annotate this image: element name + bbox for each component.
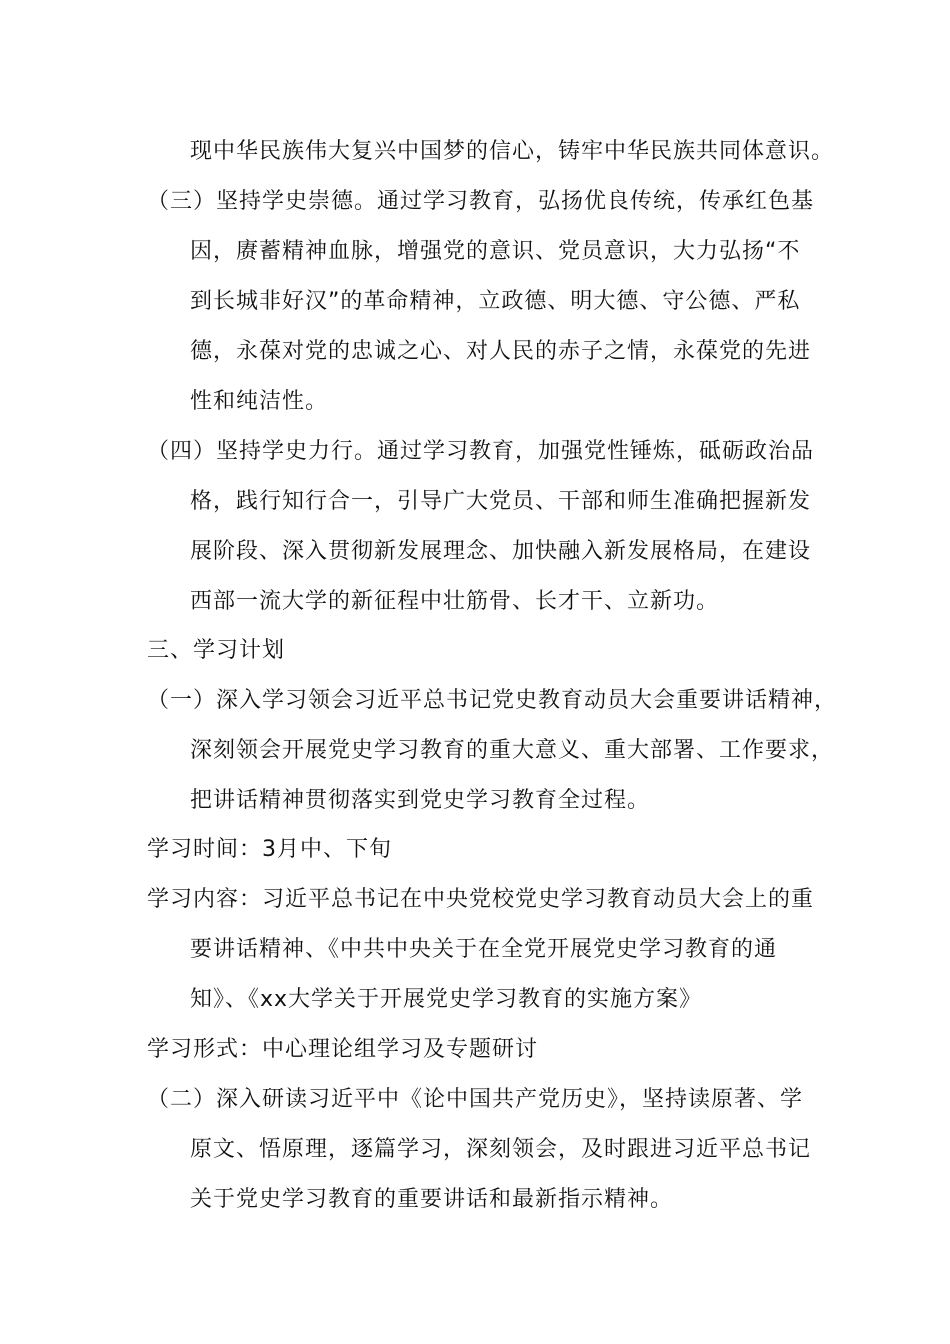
text-line: 因，赓蓄精神血脉，增强党的意识、党员意识，大力弘扬“不 [190,239,801,264]
paragraph-heading-4: （四）坚持学史力行。通过学习教育，加强党性锤炼，砥砺政治品 [147,439,815,464]
text-line: 性和纯洁性。 [190,389,329,414]
text-line: 把讲话精神贯彻落实到党史学习教育全过程。 [190,788,651,813]
text-line: 关于党史学习教育的重要讲话和最新指示精神。 [190,1187,674,1212]
paragraph-heading-2: （二）深入研读习近平中《论中国共产党历史》，坚持读原著、学 [147,1087,804,1112]
text-line: 知》、《xx大学关于开展党史学习教育的实施方案》 [190,987,703,1012]
study-format-line: 学习形式：中心理论组学习及专题研讨 [147,1037,539,1062]
text-line: 要讲话精神、《中共中央关于在全党开展党史学习教育的通 [190,937,778,962]
text-line: 格，践行知行合一，引导广大党员、干部和师生准确把握新发 [190,489,812,514]
text-line: 到长城非好汉”的革命精神，立政德、明大德、守公德、严私 [190,289,801,314]
text-line: 现中华民族伟大复兴中国梦的信心，铸牢中华民族共同体意识。 [190,139,835,164]
study-content-line: 学习内容：习近平总书记在中央党校党史学习教育动员大会上的重 [147,887,815,912]
paragraph-heading-3: （三）坚持学史崇德。通过学习教育，弘扬优良传统，传承红色基 [147,189,815,214]
paragraph-heading-1: （一）深入学习领会习近平总书记党史教育动员大会重要讲话精神， [147,688,838,713]
section-heading: 三、学习计划 [147,638,286,663]
study-time-line: 学习时间：3月中、下旬 [147,837,392,862]
text-line: 德，永葆对党的忠诚之心、对人民的赤子之情，永葆党的先进 [190,339,812,364]
text-line: 西部一流大学的新征程中壮筋骨、长才干、立新功。 [190,589,720,614]
text-line: 原文、悟原理，逐篇学习，深刻领会，及时跟进习近平总书记 [190,1137,812,1162]
text-line: 深刻领会开展党史学习教育的重大意义、重大部署、工作要求， [190,738,835,763]
text-line: 展阶段、深入贯彻新发展理念、加快融入新发展格局，在建设 [190,539,812,564]
